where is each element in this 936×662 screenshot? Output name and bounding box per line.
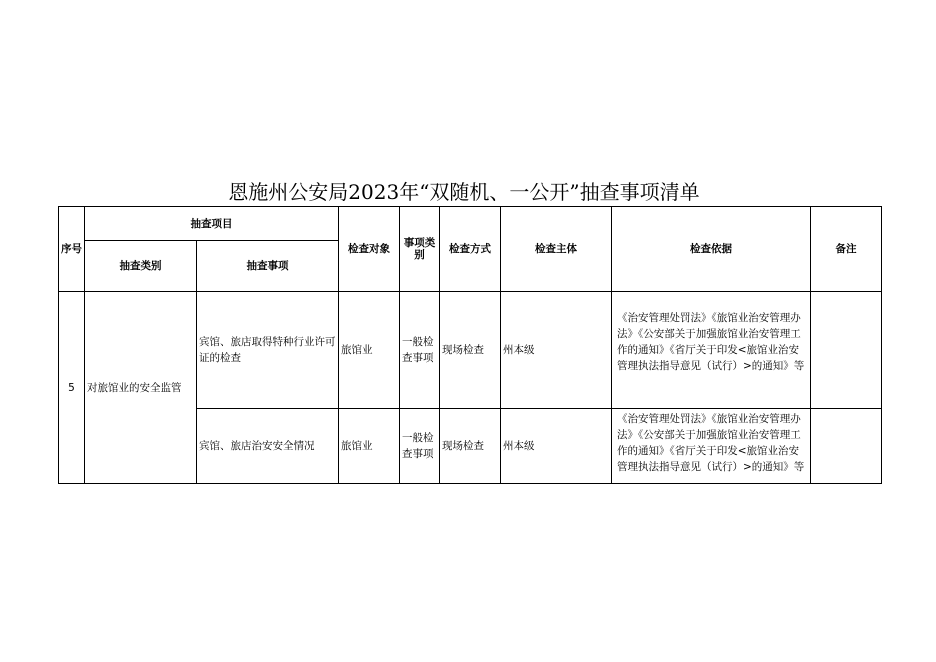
header-project: 抽查项目 — [85, 207, 339, 241]
basis-text: 《治安管理处罚法》《旅馆业治安管理办法》《公安部关于加强旅馆业治安管理工作的通知》《省厅关于印发<旅馆业治安管理执法指导意见（试行）>的通知》等 — [617, 312, 805, 372]
header-method: 检查方式 — [440, 207, 501, 292]
item-cell: 宾馆、旅店治安安全情况 — [197, 409, 339, 484]
subject-cell: 州本级 — [501, 409, 612, 484]
item-cell: 宾馆、旅店取得特种行业许可证的检查 — [197, 292, 339, 409]
header-item: 抽查事项 — [197, 241, 339, 292]
header-target: 检查对象 — [339, 207, 400, 292]
method-cell: 现场检查 — [440, 409, 501, 484]
page-title: 恩施州公安局2023年“双随机、一公开”抽查事项清单 — [228, 180, 700, 204]
header-seq: 序号 — [59, 207, 85, 292]
remark-cell — [811, 409, 882, 484]
basis-cell — [612, 409, 811, 484]
method-cell: 现场检查 — [440, 292, 501, 409]
type-cell: 一般检查事项 — [400, 409, 440, 484]
table-row — [59, 292, 882, 409]
header-category: 抽查类别 — [85, 241, 197, 292]
target-cell: 旅馆业 — [339, 292, 400, 409]
remark-cell — [811, 292, 882, 409]
seq-cell: 5 — [59, 292, 85, 484]
subject-cell: 州本级 — [501, 292, 612, 409]
category-cell: 对旅馆业的安全监管 — [85, 292, 197, 484]
header-basis: 检查依据 — [612, 207, 811, 292]
header-remark: 备注 — [811, 207, 882, 292]
target-cell: 旅馆业 — [339, 409, 400, 484]
inspection-table — [58, 206, 882, 484]
basis-cell — [612, 292, 811, 409]
header-type: 事项类别 — [400, 207, 440, 292]
type-cell: 一般检查事项 — [400, 292, 440, 409]
basis-text: 《治安管理处罚法》《旅馆业治安管理办法》《公安部关于加强旅馆业治安管理工作的通知》《省厅关于印发<旅馆业治安管理执法指导意见（试行）>的通知》等 — [617, 413, 805, 473]
header-subject: 检查主体 — [501, 207, 612, 292]
header-row-1 — [59, 207, 882, 241]
